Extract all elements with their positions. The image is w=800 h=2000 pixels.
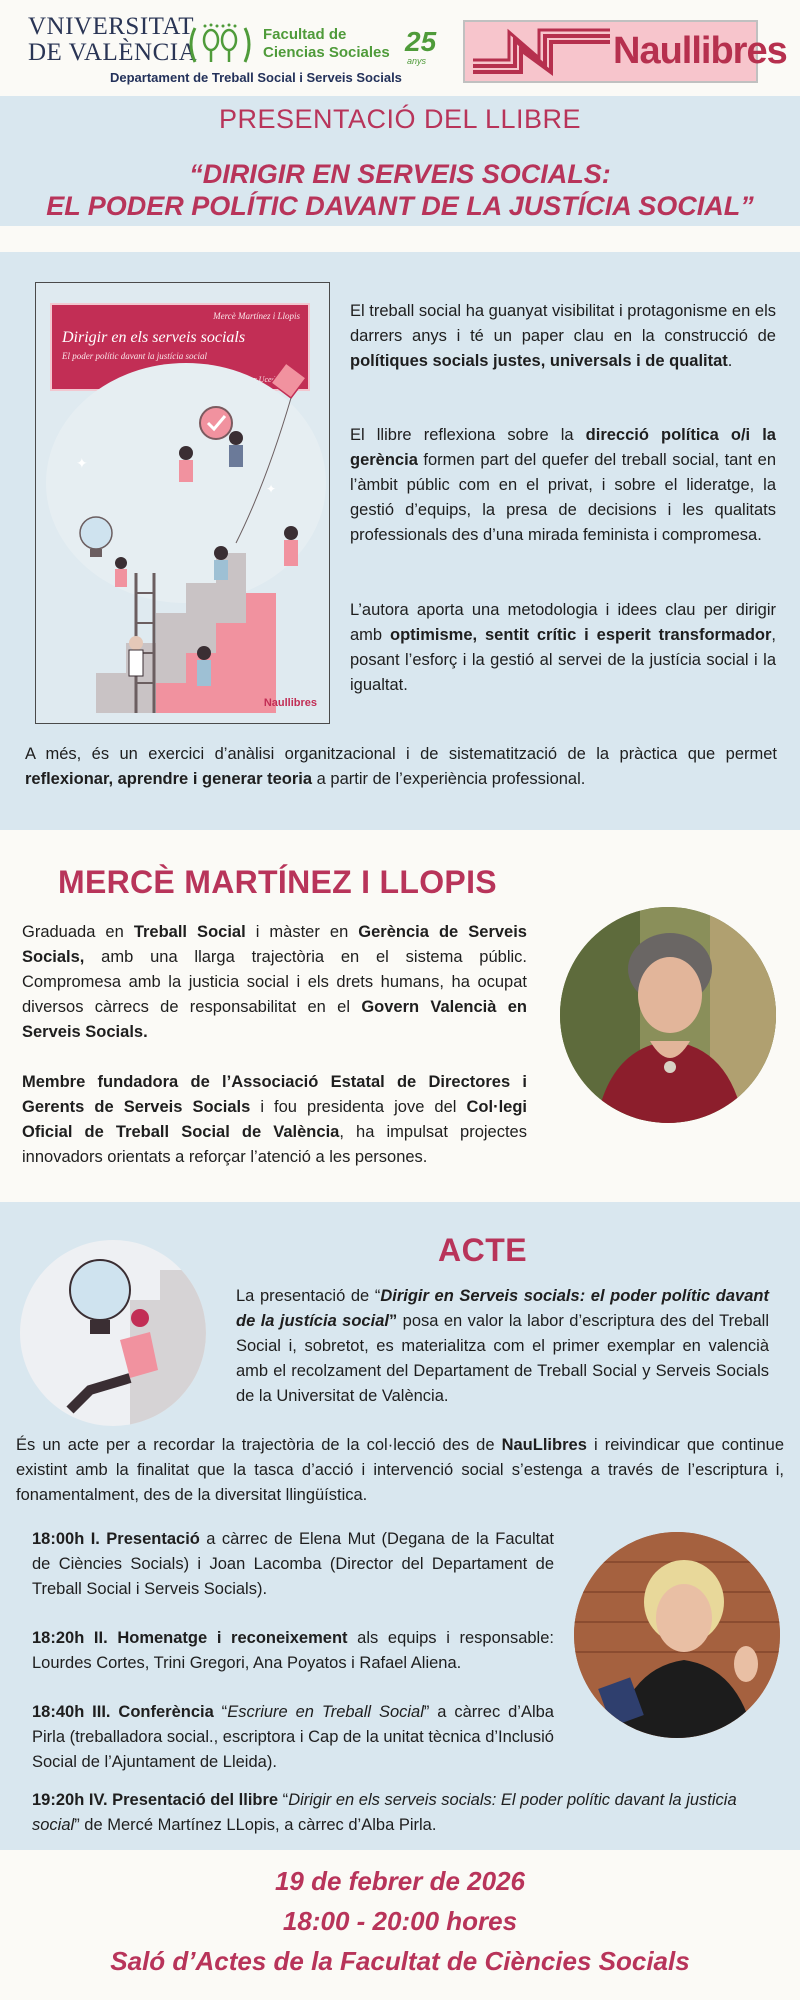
author-photo	[560, 907, 776, 1123]
department-name: Departament de Treball Social i Serveis Socials	[110, 70, 402, 85]
speaker-photo	[574, 1532, 780, 1738]
cover-publisher: Naullibres	[263, 697, 317, 709]
cover-author: Mercè Martínez i Llopis	[213, 311, 300, 321]
book-title	[0, 158, 800, 222]
faculty-anniversary-number: 25	[405, 26, 437, 57]
program-item-2: 18:20h II. Homenatge i reconeixement als equips i responsable: Lourdes Cortes, Trini Gregori, Ana Poyatos i Rafael Aliena.	[32, 1629, 554, 1672]
university-logo	[28, 14, 203, 66]
publisher-wave-icon	[465, 22, 615, 81]
cover-stairs-illustration-icon	[36, 283, 328, 723]
book-paragraph-1: El treball social ha guanyat visibilitat i protagonisme en els darrers anys i té un paper clau en la construcció de polítiques socials justes, universals i de qualitat.	[350, 302, 776, 370]
act-paragraph-1: La presentació de “Dirigir en Serveis socials: el poder polític davant de la justícia social” posa en valor la labor d’escriptura des del Treball Social i, sobretot, es materialitza com el primer exemplar en valencià amb el recolzament del Departament de Treball Social y Serveis Socials de la Universitat de València.	[236, 1287, 770, 1405]
book-title-line1: “DIRIGIR EN SERVEIS SOCIALS:	[189, 159, 611, 189]
book-cover-image	[35, 282, 330, 724]
book-paragraph-3: L’autora aporta una metodologia i idees clau per dirigir amb optimisme, sentit crític i esperit transformador, posant l’esforç i la gestió al servei de la justícia social i la igualtat.	[350, 601, 776, 694]
book-title-line2: EL PODER POLÍTIC DAVANT DE LA JUSTÍCIA SOCIAL”	[46, 191, 754, 221]
faculty-name	[263, 26, 390, 62]
faculty-emblem-icon	[185, 22, 255, 66]
svg-text:✦: ✦	[266, 482, 277, 496]
svg-text:✦: ✦	[76, 455, 88, 471]
author-bio-paragraph-1: Graduada en Treball Social i màster en Gerència de Serveis Socials, amb una llarga trajectòria en el sistema públic. Compromesa amb la justicia social i els drets humans, ha ocupat diversos càrrecs de responsabilitat en el Govern Valencià en Serveis Socials.	[22, 923, 527, 1041]
publisher-logo	[463, 20, 787, 83]
presentation-label: PRESENTACIÓ DEL LLIBRE	[218, 104, 582, 134]
faculty-name-line2: Ciencias Sociales	[263, 44, 390, 61]
event-time: 18:00 - 20:00 hores	[282, 1906, 518, 1936]
act-paragraph-2: És un acte per a recordar la trajectòria de la col·lecció des de NauLlibres i reivindicar que continue existint amb la finalitat que la tasca d’acció i intervenció social s’estenga a través de l’escriptura i, fonamentalment, des de la diversitat llingüística.	[16, 1436, 784, 1504]
author-name: MERCÈ MARTÍNEZ I LLOPIS	[58, 864, 497, 900]
act-illustration	[20, 1240, 206, 1426]
cover-subtitle: El poder polític davant la justícia social	[62, 351, 207, 361]
author-portrait-icon	[560, 907, 776, 1123]
university-logo-line1: VNIVERSITAT	[28, 13, 194, 40]
book-paragraph-2: El llibre reflexiona sobre la direcció política o/i la gerència formen part del quefer del treball social, tant en l’àmbit públic com en el privat, i sobre el lideratge, la gestió d’equips, la presa de decisions i les qualitats professionals des d’una mirada feminista i compromesa.	[350, 426, 776, 544]
speaker-portrait-icon	[574, 1532, 780, 1738]
lightbulb-person-icon	[20, 1240, 206, 1426]
university-logo-line2: DE VALÈNCIA	[28, 39, 198, 66]
publisher-logo-text: Naullibres	[613, 30, 787, 72]
faculty-name-line1: Facultad de	[263, 26, 347, 43]
program-item-3: 18:40h III. Conferència “Escriure en Treball Social” a càrrec d’Alba Pirla (treballadora social., escriptora i Cap de la unitat tècnica d’Inclusió Social de l’Ajuntament de Lleida).	[32, 1703, 554, 1771]
act-heading: ACTE	[438, 1232, 528, 1268]
program-item-1: 18:00h I. Presentació a càrrec de Elena Mut (Degana de la Facultat de Ciències Socials) i Joan Lacomba (Director del Departament de Treball Social i Serveis Socials).	[32, 1530, 554, 1598]
program-item-4: 19:20h IV. Presentació del llibre “Dirigir en els serveis socials: El poder polític davant la justicia social” de Mercé Martínez LLopis, a càrrec d’Alba Pirla.	[32, 1791, 737, 1834]
faculty-anniversary-suffix: anys	[407, 56, 427, 66]
cover-title: Dirigir en els serveis socials	[62, 329, 246, 346]
event-date: 19 de febrer de 2026	[274, 1866, 526, 1896]
event-place: Saló d’Actes de la Facultat de Ciències Socials	[110, 1946, 690, 1976]
faculty-logo	[185, 22, 445, 66]
book-paragraph-4: A més, és un exercici d’anàlisi organitzacional i de sistematització de la pràctica que permet reflexionar, aprendre i generar teoria a partir de l’experiència professional.	[25, 745, 777, 788]
author-bio-paragraph-2: Membre fundadora de l’Associació Estatal de Directores i Gerents de Serveis Socials i fou presidenta jove del Col·legi Oficial de Treball Social de València, ha impulsat projectes innovadors orientats a reforçar l’atenció a les persones.	[22, 1073, 527, 1166]
